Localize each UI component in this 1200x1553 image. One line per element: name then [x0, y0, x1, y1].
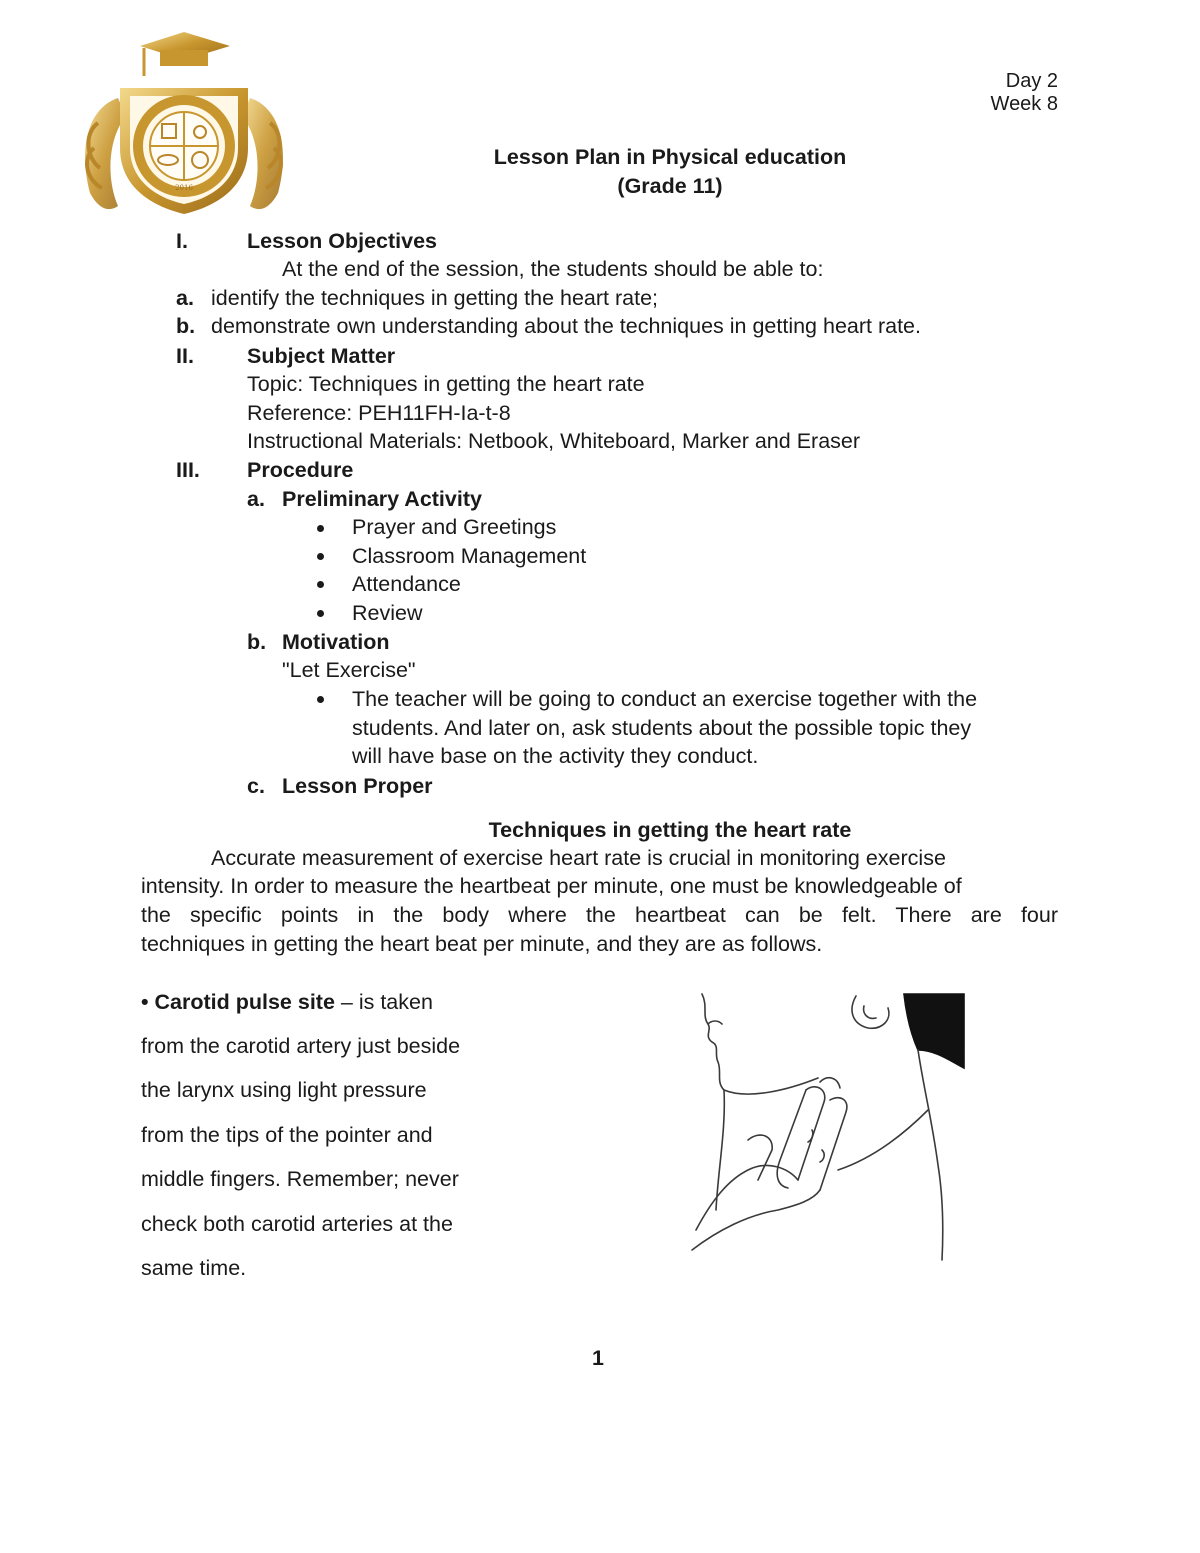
- bullet-icon: [317, 553, 324, 560]
- carotid-pulse-illustration: [688, 990, 968, 1265]
- procedure-b-heading: Motivation: [282, 630, 390, 654]
- preliminary-item-1: Prayer and Greetings: [352, 515, 557, 539]
- carotid-line-2: from the carotid artery just beside: [141, 1034, 461, 1058]
- carotid-term: Carotid pulse site: [154, 990, 335, 1014]
- lesson-paragraph-line-3: the specific points in the body where the heartbeat can be felt. There are four: [141, 903, 1058, 927]
- procedure-a-heading: Preliminary Activity: [282, 487, 482, 511]
- lesson-paragraph-line-2: intensity. In order to measure the heartbeat per minute, one must be knowledgeable of: [141, 874, 962, 898]
- motivation-quote: "Let Exercise": [282, 658, 416, 682]
- section-2-heading: Subject Matter: [247, 344, 396, 368]
- motivation-line-2: students. And later on, ask students about the possible topic they: [352, 716, 972, 740]
- bullet-icon: [317, 610, 324, 617]
- section-3-numeral: III.: [176, 458, 200, 482]
- title-line-2: (Grade 11): [617, 174, 723, 198]
- objective-a-marker: a.: [176, 286, 194, 310]
- bullet-icon: [317, 525, 324, 532]
- title-line-1: Lesson Plan in Physical education: [493, 145, 847, 169]
- section-3-heading: Procedure: [247, 458, 354, 482]
- objective-a-text: identify the techniques in getting the heart rate;: [211, 286, 659, 310]
- school-logo-seal: [78, 28, 290, 218]
- preliminary-item-3: Attendance: [352, 572, 461, 596]
- week-label: Week 8: [990, 93, 1058, 115]
- procedure-a-marker: a.: [247, 487, 265, 511]
- subject-reference: Reference: PEH11FH-Ia-t-8: [247, 401, 511, 425]
- objective-b-marker: b.: [176, 314, 196, 338]
- section-1-numeral: I.: [176, 229, 188, 253]
- procedure-b-marker: b.: [247, 630, 267, 654]
- preliminary-item-2: Classroom Management: [352, 544, 587, 568]
- day-week-header: [940, 70, 1058, 116]
- document-title: [440, 143, 900, 201]
- logo-year: 2016: [175, 184, 193, 192]
- subject-topic: Topic: Techniques in getting the heart rate: [247, 372, 645, 396]
- section-1-heading: Lesson Objectives: [247, 229, 437, 253]
- carotid-line-6: check both carotid arteries at the: [141, 1212, 453, 1236]
- section-2-numeral: II.: [176, 344, 194, 368]
- carotid-line-3: the larynx using light pressure: [141, 1078, 427, 1102]
- motivation-line-1: The teacher will be going to conduct an exercise together with the: [352, 687, 978, 711]
- day-label: Day 2: [1005, 70, 1058, 92]
- page-number: 1: [592, 1346, 604, 1370]
- carotid-line-4: from the tips of the pointer and: [141, 1123, 433, 1147]
- carotid-line-7: same time.: [141, 1256, 247, 1280]
- carotid-first-line: [141, 990, 433, 1015]
- lesson-paragraph-line-4: techniques in getting the heart beat per minute, and they are as follows.: [141, 932, 823, 956]
- lesson-heading: Techniques in getting the heart rate: [488, 818, 852, 842]
- carotid-line-5: middle fingers. Remember; never: [141, 1167, 459, 1191]
- subject-materials: Instructional Materials: Netbook, Whiteboard, Marker and Eraser: [247, 429, 861, 453]
- objective-b-text: demonstrate own understanding about the techniques in getting heart rate.: [211, 314, 921, 338]
- objectives-intro: At the end of the session, the students should be able to:: [282, 257, 824, 281]
- carotid-first-line-rest: – is taken: [334, 990, 433, 1014]
- lesson-paragraph-line-1: Accurate measurement of exercise heart rate is crucial in monitoring exercise: [211, 846, 946, 870]
- preliminary-item-4: Review: [352, 601, 423, 625]
- procedure-c-marker: c.: [247, 774, 265, 798]
- motivation-line-3: will have base on the activity they conduct.: [352, 744, 759, 768]
- bullet-icon: [317, 696, 324, 703]
- carotid-bullet: •: [141, 990, 149, 1014]
- procedure-c-heading: Lesson Proper: [282, 774, 433, 798]
- bullet-icon: [317, 581, 324, 588]
